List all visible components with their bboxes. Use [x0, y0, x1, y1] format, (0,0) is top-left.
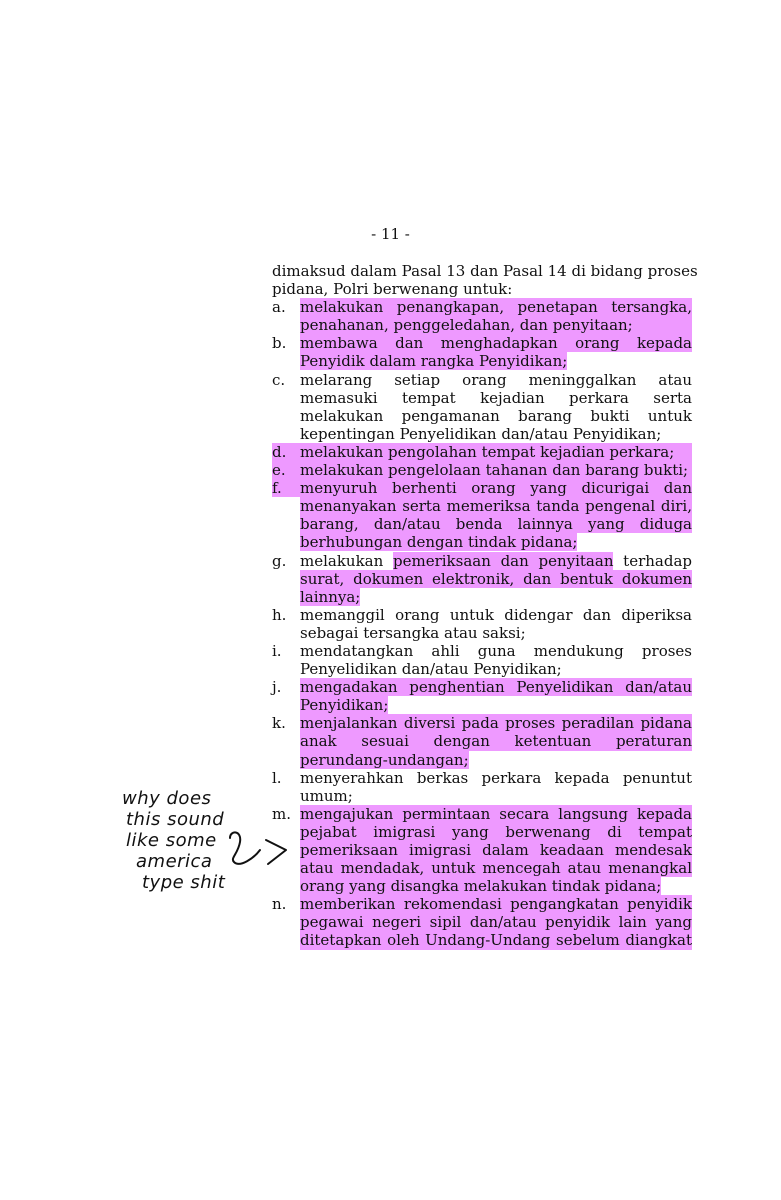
list-item-text: [300, 642, 692, 678]
list-item-text: [300, 334, 692, 370]
highlighted-line: anak sesuai dengan ketentuan peraturan: [300, 732, 692, 751]
highlighted-line-partial: [300, 696, 692, 714]
text-line: melarang setiap orang meninggalkan atau: [300, 370, 692, 389]
intro-paragraph: [272, 262, 698, 299]
highlighted-line: membawa dan menghadapkan orang kepada: [300, 334, 692, 353]
list-item-text: [300, 461, 692, 479]
list-marker: c.: [272, 370, 286, 389]
list-item-l: [272, 769, 692, 805]
list-marker: e.: [272, 461, 286, 480]
authority-list: [272, 298, 692, 949]
list-item-a: [272, 298, 692, 334]
note-line: america: [136, 851, 213, 872]
highlighted-line: menjalankan diversi pada proses peradilan pidana: [300, 714, 692, 733]
list-item-d: [272, 443, 692, 461]
text-line: kepentingan Penyelidikan dan/atau Penyidikan;: [300, 424, 662, 443]
list-item-c: [272, 371, 692, 443]
list-item-h: [272, 606, 692, 642]
page-number: - 11 -: [371, 225, 410, 243]
list-marker: f.: [272, 479, 300, 497]
list-item-text: [300, 606, 692, 642]
list-item-text: [300, 552, 692, 606]
text-line: memasuki tempat kejadian perkara serta: [300, 388, 692, 407]
list-item-b: [272, 334, 692, 370]
intro-line-1: dimaksud dalam Pasal 13 dan Pasal 14 di bidang proses: [272, 262, 698, 280]
list-marker: g.: [272, 551, 287, 570]
intro-line-2: pidana, Polri berwenang untuk:: [272, 280, 513, 299]
list-item-text: [300, 479, 692, 551]
highlighted-line: melakukan pengolahan tempat kejadian perkara;: [300, 442, 675, 461]
text-run: melakukan: [300, 551, 393, 570]
list-marker: l.: [272, 768, 282, 787]
highlighted-line: pemeriksaan imigrasi dalam keadaan mendesak: [300, 841, 692, 859]
list-item-g: [272, 552, 692, 606]
list-item-text: [300, 805, 692, 895]
list-item-text: [300, 298, 692, 334]
list-marker: j.: [272, 678, 282, 697]
highlight-span: orang yang disangka melakukan tindak pidana;: [300, 877, 662, 896]
text-line: sebagai tersangka atau saksi;: [300, 623, 526, 642]
highlighted-line: mengadakan penghentian Penyelidikan dan/atau: [300, 678, 692, 697]
text-line: umum;: [300, 786, 353, 805]
list-item-text: [300, 371, 692, 443]
highlight-span: pemeriksaan dan penyitaan: [393, 551, 614, 570]
highlight-span: lainnya;: [300, 587, 361, 606]
list-marker: b.: [272, 334, 287, 353]
highlighted-line: pejabat imigrasi yang berwenang di tempat: [300, 822, 692, 841]
list-item-text: [300, 678, 692, 714]
list-item-text: [300, 443, 692, 461]
list-item-text: [300, 714, 692, 768]
highlight-span: perundang-undangan;: [300, 750, 469, 769]
highlighted-line: menanyakan serta memeriksa tanda pengenal diri,: [300, 497, 692, 516]
mixed-line: [300, 552, 692, 570]
note-line: type shit: [142, 872, 226, 893]
list-item-i: [272, 642, 692, 678]
highlighted-line: barang, dan/atau benda lainnya yang diduga: [300, 515, 692, 534]
handwritten-arrow-icon: [226, 828, 292, 872]
article-text: [272, 262, 698, 950]
text-run: terhadap: [613, 551, 693, 570]
highlighted-line: melakukan penangkapan, penetapan tersangka,: [300, 298, 692, 317]
highlighted-line-partial: [300, 352, 692, 370]
list-item-text: [300, 769, 692, 805]
highlight-span: Penyidik dalam rangka Penyidikan;: [300, 352, 568, 371]
list-item-n: [272, 895, 692, 949]
list-item-f: [272, 479, 692, 551]
list-item-e: [272, 461, 692, 479]
note-line: why does: [122, 788, 212, 809]
highlight-span: Penyidikan;: [300, 696, 389, 715]
highlighted-line-partial: [300, 533, 692, 551]
list-item-k: [272, 714, 692, 768]
list-marker: a.: [272, 298, 286, 317]
list-marker: d.: [272, 442, 287, 461]
highlighted-line: ditetapkan oleh Undang-Undang sebelum diangkat: [300, 931, 692, 950]
list-item-text: [300, 895, 692, 949]
highlighted-line: atau mendadak, untuk mencegah atau menangkal: [300, 859, 692, 878]
note-line: like some: [126, 830, 217, 851]
list-marker: i.: [272, 641, 282, 660]
highlighted-line: mengajukan permintaan secara langsung kepada: [300, 804, 692, 823]
list-marker: n.: [272, 895, 287, 914]
list-item-m: [272, 805, 692, 895]
highlighted-line: penahanan, penggeledahan, dan penyitaan;: [300, 316, 692, 334]
text-line: Penyelidikan dan/atau Penyidikan;: [300, 660, 562, 679]
highlighted-line: melakukan pengelolaan tahanan dan barang bukti;: [300, 461, 689, 480]
note-line: this sound: [126, 809, 225, 830]
highlighted-line: memberikan rekomendasi pengangkatan penyidik: [300, 895, 692, 914]
highlighted-line: pegawai negeri sipil dan/atau penyidik lain yang: [300, 913, 692, 932]
text-line: menyerahkan berkas perkara kepada penuntut: [300, 768, 692, 787]
highlighted-line-partial: [300, 877, 692, 895]
text-line: mendatangkan ahli guna mendukung proses: [300, 641, 692, 660]
list-marker: h.: [272, 605, 287, 624]
list-marker: k.: [272, 714, 286, 733]
list-item-j: [272, 678, 692, 714]
highlighted-line-partial: [300, 751, 692, 769]
highlighted-line: menyuruh berhenti orang yang dicurigai dan: [300, 479, 692, 498]
highlight-span: berhubungan dengan tindak pidana;: [300, 533, 578, 552]
text-line: melakukan pengamanan barang bukti untuk: [300, 406, 692, 425]
highlighted-line: surat, dokumen elektronik, dan bentuk dokumen: [300, 569, 692, 588]
text-line: memanggil orang untuk didengar dan diperiksa: [300, 605, 692, 624]
list-marker: m.: [272, 804, 291, 823]
highlighted-line-partial: [300, 588, 692, 606]
